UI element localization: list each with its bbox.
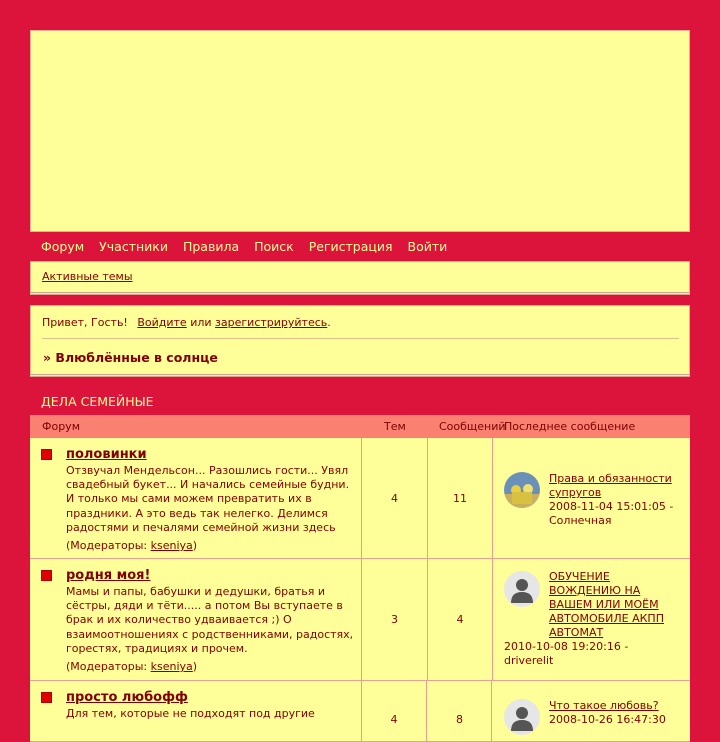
register-link[interactable]: зарегистрируйтесь: [215, 316, 328, 329]
last-post-user: Солнечная: [549, 514, 612, 527]
forum-link[interactable]: родня моя!: [66, 568, 151, 583]
forum-status-icon: [41, 692, 52, 703]
last-post-link[interactable]: Права и обязанности супругов: [549, 472, 672, 499]
header-banner: [30, 30, 690, 232]
last-post-info: [549, 472, 682, 528]
topics-count: 3: [362, 559, 428, 680]
photo-avatar-icon[interactable]: [504, 472, 540, 508]
table-header: [30, 415, 690, 438]
header-topics: Тем: [384, 420, 406, 433]
forum-row: [30, 438, 690, 559]
posts-count: 4: [428, 559, 493, 680]
period-text: .: [327, 316, 331, 329]
active-topics-bar: [30, 261, 690, 295]
moderator-link[interactable]: kseniya: [150, 660, 193, 674]
forum-link[interactable]: половинки: [66, 447, 147, 462]
moderators-close: ): [192, 660, 198, 674]
forum-description-text: Для тем, которые не подходят под другие: [66, 707, 315, 720]
moderators-label: (Модераторы:: [66, 539, 151, 553]
posts-count: 11: [428, 438, 493, 558]
welcome-line: [42, 316, 331, 329]
last-post-link[interactable]: Что такое любовь?: [549, 699, 659, 712]
category-title: ДЕЛА СЕМЕЙНЫЕ: [41, 394, 154, 409]
header-posts: Сообщений: [439, 420, 506, 433]
forum-status-icon: [41, 570, 52, 581]
login-link[interactable]: Войдите: [137, 316, 187, 329]
topics-count: 4: [362, 438, 428, 558]
greeting-text: Привет, Гость!: [42, 316, 128, 329]
divider: [42, 338, 679, 339]
last-post-user: driverelit: [504, 654, 554, 667]
welcome-box: [30, 305, 690, 377]
last-post-date: 2008-11-04 15:01:05 -: [549, 500, 674, 513]
last-post-cell: [493, 681, 690, 741]
forum-cell: [30, 438, 362, 558]
last-post-link[interactable]: ОБУЧЕНИЕ ВОЖДЕНИЮ НА ВАШЕМ ИЛИ МОЁМ АВТОМОБИЛЕ АКПП АВТОМАТ: [549, 570, 664, 639]
moderators-label: (Модераторы:: [66, 660, 151, 674]
forum-cell: [30, 681, 362, 741]
forum-cell: [30, 559, 362, 680]
default-user-avatar-icon[interactable]: [504, 699, 540, 735]
main-nav: [41, 239, 462, 255]
nav-forum[interactable]: Форум: [41, 239, 85, 254]
moderators-close: ): [192, 539, 198, 553]
forum-row: [30, 681, 690, 742]
nav-members[interactable]: Участники: [99, 239, 168, 254]
forum-description-text: Отзвучал Мендельсон... Разошлись гости... Увял свадебный букет... И начались семейные будни. И только мы сами можем превратить их в праздники. А это ведь так нелегко. Делимся радостями и печалями семейной жизни здесь: [66, 464, 350, 534]
forum-row: [30, 559, 690, 681]
header-forum: Форум: [42, 420, 80, 433]
last-post-cell: [493, 559, 690, 680]
or-text: или: [190, 316, 212, 329]
topics-count: 4: [362, 681, 427, 741]
forum-description: [66, 464, 356, 553]
moderators: [66, 660, 356, 674]
moderators: [66, 539, 356, 553]
nav-login[interactable]: Войти: [407, 239, 448, 254]
nav-rules[interactable]: Правила: [182, 239, 240, 254]
last-post-info: [504, 570, 674, 668]
forum-description-text: Мамы и папы, бабушки и дедушки, братья и сёстры, дяди и тёти..... а потом Вы вступаете в брак и их количество удваивается ;) О взаимоотношениях с родственниками, радостях, горестях, традициях и прочем.: [66, 585, 354, 655]
board-title: » Влюблённые в солнце: [43, 350, 218, 365]
last-post-date: 2008-10-26 16:47:30: [549, 713, 666, 726]
last-post-info: [549, 699, 682, 727]
forum-description: [66, 585, 356, 674]
header-last-post: Последнее сообщение: [504, 420, 636, 433]
moderator-link[interactable]: kseniya: [150, 539, 193, 553]
last-post-cell: [493, 438, 690, 558]
nav-register[interactable]: Регистрация: [308, 239, 393, 254]
posts-count: 8: [428, 681, 492, 741]
forum-status-icon: [41, 449, 52, 460]
forum-link[interactable]: просто любофф: [66, 690, 188, 705]
forum-description: [66, 707, 356, 721]
forum-table: [30, 415, 690, 742]
active-topics-link[interactable]: Активные темы: [42, 270, 133, 283]
nav-search[interactable]: Поиск: [254, 239, 294, 254]
last-post-date: 2010-10-08 19:20:16 -: [504, 640, 629, 653]
